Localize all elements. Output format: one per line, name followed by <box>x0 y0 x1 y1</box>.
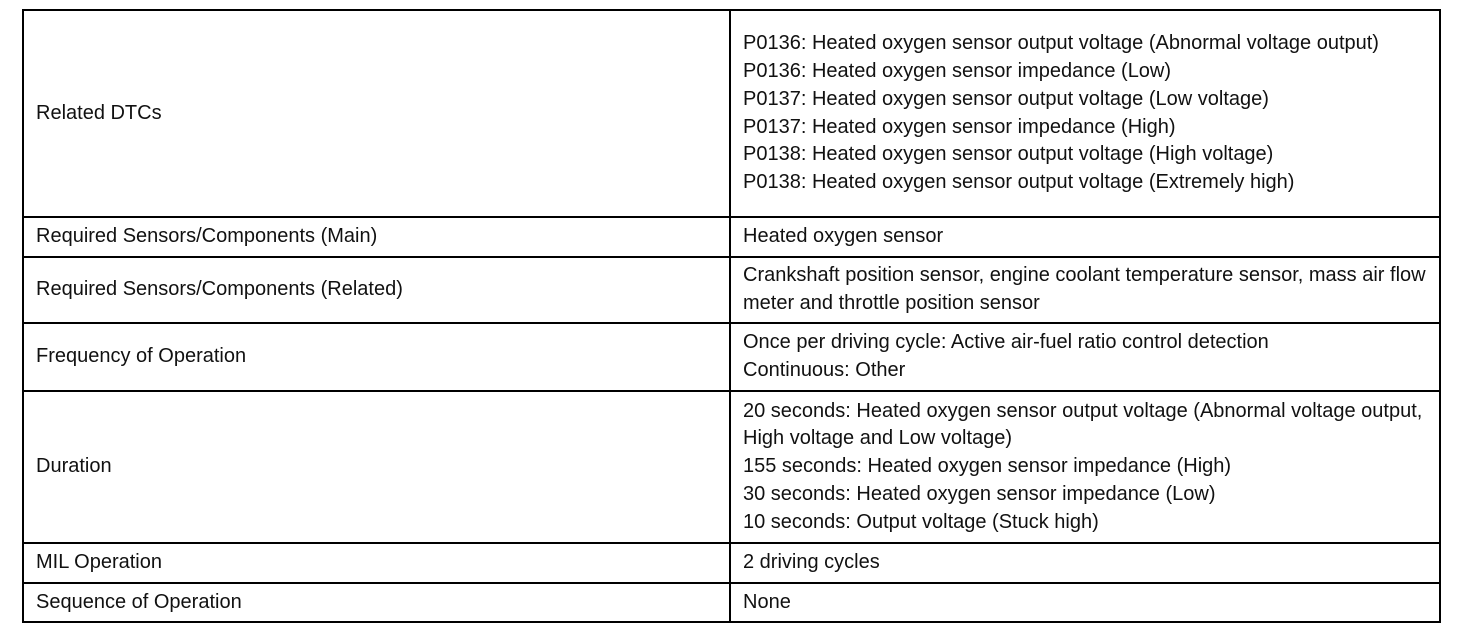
label-sequence: Sequence of Operation <box>23 583 730 622</box>
value-related-dtcs <box>730 10 1440 217</box>
table-row-mil-operation <box>23 543 1440 583</box>
value-sequence <box>730 583 1440 622</box>
value-line: Once per driving cycle: Active air-fuel ratio control detection <box>743 331 1269 354</box>
label-duration: Duration <box>23 391 730 543</box>
label-frequency: Frequency of Operation <box>23 323 730 391</box>
dtc-line: P0138: Heated oxygen sensor output voltage (High voltage) <box>743 143 1274 166</box>
monitor-info-table <box>22 9 1441 623</box>
dtc-line: P0136: Heated oxygen sensor impedance (Low) <box>743 59 1172 82</box>
value-duration <box>730 391 1440 543</box>
label-related-dtcs: Related DTCs <box>23 10 730 217</box>
value-line: Crankshaft position sensor, engine coolant temperature sensor, mass air flow meter and throttle position sensor <box>743 264 1426 314</box>
value-line: 10 seconds: Output voltage (Stuck high) <box>743 510 1099 533</box>
value-mil-operation <box>730 543 1440 583</box>
table-row-required-main <box>23 217 1440 257</box>
label-required-related: Required Sensors/Components (Related) <box>23 257 730 323</box>
table-row-related-dtcs <box>23 10 1440 217</box>
label-mil-operation: MIL Operation <box>23 543 730 583</box>
value-line: 155 seconds: Heated oxygen sensor impedance (High) <box>743 455 1232 478</box>
dtc-line: P0138: Heated oxygen sensor output voltage (Extremely high) <box>743 171 1295 194</box>
value-line: 20 seconds: Heated oxygen sensor output voltage (Abnormal voltage output, High voltage and Low voltage) <box>743 399 1423 450</box>
value-frequency <box>730 323 1440 391</box>
table-row-sequence <box>23 583 1440 622</box>
dtc-line: P0136: Heated oxygen sensor output voltage (Abnormal voltage output) <box>743 32 1379 55</box>
table-row-duration <box>23 391 1440 543</box>
value-required-main <box>730 217 1440 257</box>
value-line: 30 seconds: Heated oxygen sensor impedance (Low) <box>743 482 1216 505</box>
label-required-main: Required Sensors/Components (Main) <box>23 217 730 257</box>
table-row-required-related <box>23 257 1440 323</box>
value-line: Continuous: Other <box>743 359 906 381</box>
dtc-line: P0137: Heated oxygen sensor output voltage (Low voltage) <box>743 87 1269 110</box>
value-line: Heated oxygen sensor <box>743 225 944 248</box>
dtc-line: P0137: Heated oxygen sensor impedance (High) <box>743 115 1176 138</box>
value-line: None <box>743 590 791 613</box>
table-row-frequency <box>23 323 1440 391</box>
value-line: 2 driving cycles <box>743 551 880 574</box>
value-required-related <box>730 257 1440 323</box>
